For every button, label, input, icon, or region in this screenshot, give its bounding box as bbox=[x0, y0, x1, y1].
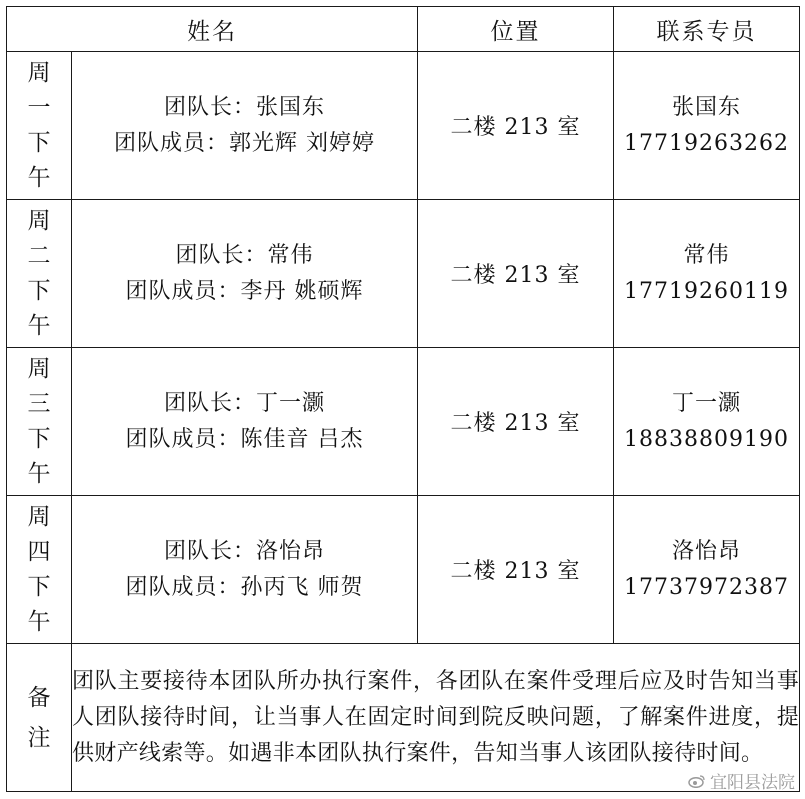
team-cell bbox=[72, 52, 418, 200]
watermark-text: 宜阳县法院 bbox=[710, 773, 795, 793]
day-cell: 周 三 下 午 bbox=[7, 348, 72, 496]
contact-cell bbox=[614, 200, 800, 348]
location-cell: 二楼 213 室 bbox=[418, 200, 614, 348]
contact-phone: 18838809190 bbox=[624, 426, 789, 452]
day-cell: 周 二 下 午 bbox=[7, 200, 72, 348]
header-location: 位置 bbox=[418, 7, 614, 52]
contact-cell bbox=[614, 52, 800, 200]
table-row bbox=[7, 200, 800, 348]
team-leader: 团队长：张国东 bbox=[163, 94, 325, 120]
table-row bbox=[7, 496, 800, 644]
note-label: 备 注 bbox=[7, 644, 72, 792]
contact-phone: 17719260119 bbox=[624, 278, 789, 304]
contact-phone: 17737972387 bbox=[624, 574, 789, 600]
team-members: 团队成员：陈佳音 吕杰 bbox=[125, 426, 364, 452]
table-row bbox=[7, 348, 800, 496]
weibo-icon bbox=[688, 774, 706, 788]
header-name: 姓名 bbox=[7, 7, 418, 52]
location-cell: 二楼 213 室 bbox=[418, 496, 614, 644]
header-row bbox=[7, 7, 800, 52]
team-members: 团队成员：孙丙飞 师贺 bbox=[125, 574, 364, 600]
contact-phone: 17719263262 bbox=[624, 130, 789, 156]
note-row bbox=[7, 644, 800, 792]
contact-name: 常伟 bbox=[683, 242, 730, 268]
note-text: 团队主要接待本团队所办执行案件，各团队在案件受理后应及时告知当事人团队接待时间，让当事人在固定时间到院反映问题，了解案件进度，提供财产线索等。如遇非本团队执行案件，告知当事人该团队接待时间。 bbox=[72, 644, 800, 792]
location-cell: 二楼 213 室 bbox=[418, 348, 614, 496]
contact-name: 张国东 bbox=[671, 94, 741, 120]
team-leader: 团队长：常伟 bbox=[175, 242, 314, 268]
day-cell: 周 四 下 午 bbox=[7, 496, 72, 644]
team-cell bbox=[72, 200, 418, 348]
team-leader: 团队长：洛怡昂 bbox=[163, 538, 325, 564]
table-row bbox=[7, 52, 800, 200]
watermark bbox=[688, 768, 795, 793]
team-cell bbox=[72, 496, 418, 644]
team-members: 团队成员：李丹 姚硕辉 bbox=[125, 278, 364, 304]
header-contact: 联系专员 bbox=[614, 7, 800, 52]
contact-cell bbox=[614, 348, 800, 496]
contact-name: 洛怡昂 bbox=[671, 538, 741, 564]
team-members: 团队成员：郭光辉 刘婷婷 bbox=[114, 130, 375, 156]
team-cell bbox=[72, 348, 418, 496]
team-leader: 团队长：丁一灏 bbox=[163, 390, 325, 416]
location-cell: 二楼 213 室 bbox=[418, 52, 614, 200]
day-cell: 周 一 下 午 bbox=[7, 52, 72, 200]
contact-cell bbox=[614, 496, 800, 644]
schedule-table bbox=[6, 6, 800, 792]
contact-name: 丁一灏 bbox=[671, 390, 741, 416]
